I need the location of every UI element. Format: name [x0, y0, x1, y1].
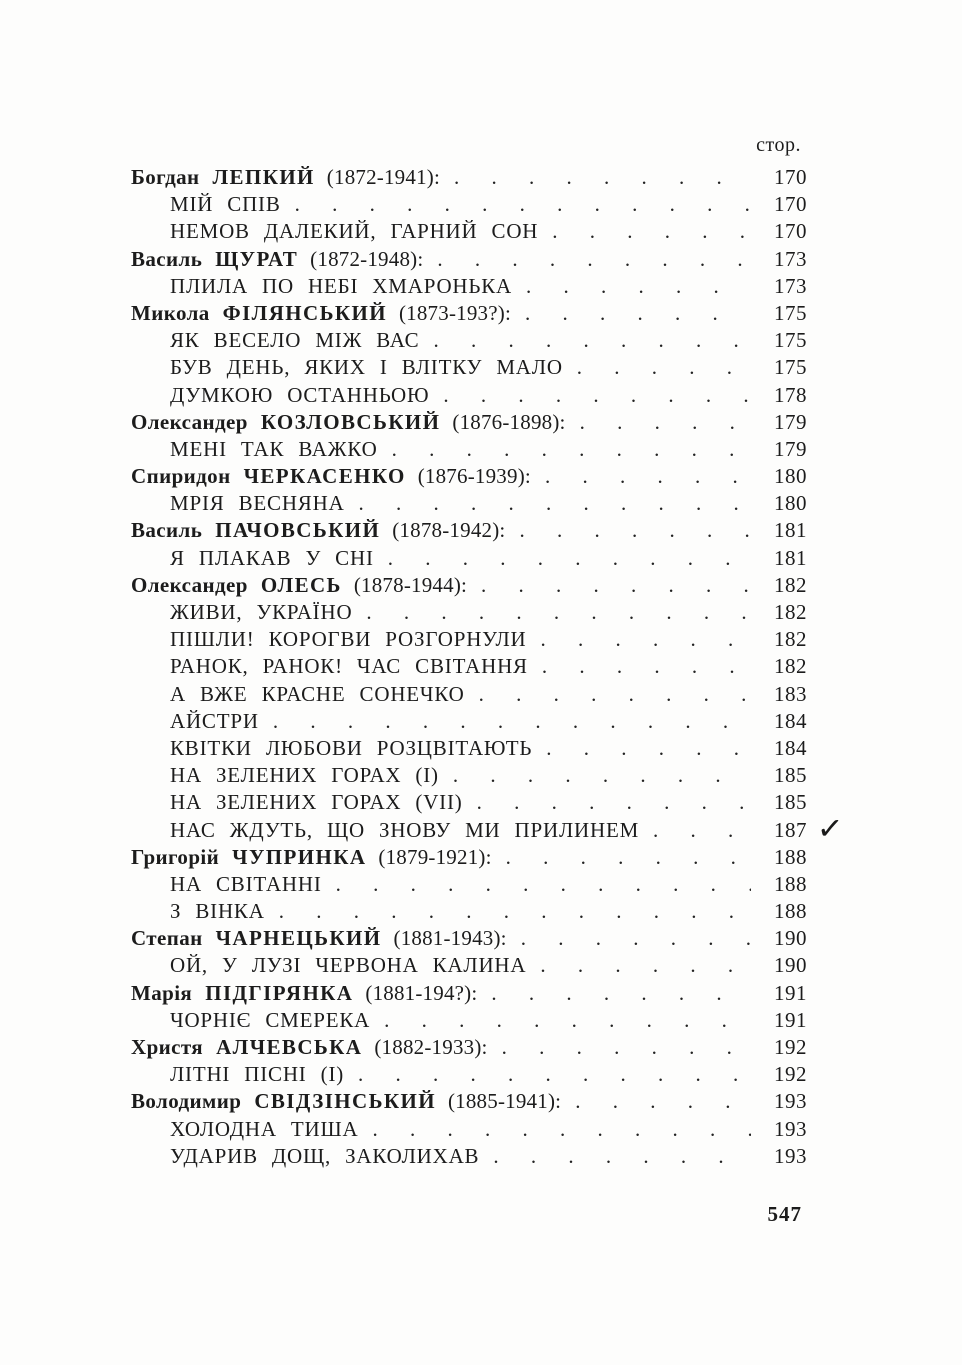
toc-entry: [131, 1117, 807, 1144]
entry-page-number: 170: [774, 219, 807, 244]
author-years: (1885-1941):: [447, 1089, 562, 1114]
toc-entry: [131, 899, 807, 926]
dot-leader: [525, 301, 751, 328]
dot-leader: [519, 518, 751, 545]
dot-leader: [521, 926, 751, 953]
entry-title: [131, 926, 507, 951]
entry-page-number: 182: [774, 654, 807, 679]
entry-title: [170, 818, 639, 843]
author-first-name: Василь: [131, 518, 203, 543]
toc-entry: [131, 709, 807, 736]
author-years: (1881-1943):: [393, 926, 507, 951]
toc-entry: [131, 845, 807, 872]
entry-page-number: 170: [774, 192, 807, 217]
entry-title: [170, 1008, 370, 1033]
work-title: РАНОК, РАНОК! ЧАС СВІТАННЯ: [170, 654, 528, 679]
work-title: ЖИВИ, УКРАЇНО: [170, 600, 353, 624]
entry-title: [170, 491, 345, 516]
author-first-name: Володимир: [131, 1089, 242, 1114]
dot-leader: [542, 654, 751, 681]
checkmark-icon: ✓: [815, 809, 845, 847]
entry-page-number: 173: [774, 246, 807, 271]
work-title: ЧОРНІЄ СМЕРЕКА: [170, 1007, 371, 1032]
toc-entry: [131, 1008, 807, 1035]
work-title: МІЙ СПІВ: [170, 192, 281, 217]
dot-leader: [336, 872, 751, 899]
entry-title: [170, 437, 378, 462]
entry-title: [170, 872, 322, 897]
book-page-number: 547: [767, 1201, 802, 1226]
toc-entry: [131, 1144, 807, 1171]
dot-leader: [481, 573, 751, 600]
dot-leader: [372, 1117, 751, 1144]
entry-title: [170, 219, 538, 244]
entry-title: [170, 328, 419, 353]
dot-leader: [575, 1089, 751, 1116]
toc-entry: [131, 355, 807, 382]
author-years: (1872-1948):: [310, 246, 424, 271]
toc-entry: [131, 1062, 807, 1089]
entry-page-number: 191: [774, 1007, 807, 1032]
entry-page-number: 170: [774, 165, 807, 189]
dot-leader: [388, 546, 751, 573]
toc-entry: [131, 274, 807, 301]
entry-title: [170, 274, 512, 299]
work-title: УДАРИВ ДОЩ, ЗАКОЛИХАВ: [170, 1143, 480, 1168]
dot-leader: [506, 845, 751, 872]
toc-entry: [131, 790, 807, 817]
author-first-name: Марія: [131, 980, 193, 1005]
toc-entry: [131, 872, 807, 899]
toc-entry: [131, 247, 807, 274]
author-first-name: Богдан: [131, 165, 200, 189]
entry-title: [131, 464, 531, 489]
entry-title: [170, 763, 439, 788]
author-surname: АЛЧЕВСЬКА: [216, 1035, 363, 1059]
entry-page-number: 184: [774, 708, 807, 733]
entry-page-number: 179: [774, 436, 807, 461]
work-title: КВІТКИ ЛЮБОВИ РОЗЦВІТАЮТЬ: [170, 735, 533, 760]
entry-title: [170, 546, 374, 571]
author-years: (1876-1898):: [452, 409, 566, 434]
dot-leader: [454, 165, 751, 192]
entry-page-number: 192: [774, 1035, 807, 1059]
toc-entry: [131, 627, 807, 654]
entry-page-number: 181: [774, 518, 807, 543]
dot-leader: [384, 1008, 751, 1035]
entry-page-number: 182: [774, 600, 807, 624]
dot-leader: [493, 1144, 751, 1171]
entry-page-number: 188: [774, 871, 807, 896]
work-title: ЛІТНІ ПІСНІ (I): [170, 1062, 345, 1087]
dot-leader: [392, 437, 751, 464]
entry-title: [131, 1089, 561, 1114]
entry-title: [131, 845, 492, 870]
entry-title: [131, 165, 440, 190]
author-surname: ФІЛЯНСЬКИЙ: [222, 300, 387, 325]
dot-leader: [295, 192, 751, 219]
work-title: БУВ ДЕНЬ, ЯКИХ І ВЛІТКУ МАЛО: [170, 355, 563, 380]
page-column-header: стор.: [756, 134, 801, 156]
toc-entry: [131, 981, 807, 1008]
entry-page-number: 175: [774, 355, 807, 380]
dot-leader: [273, 709, 751, 736]
entry-title: [170, 790, 463, 815]
work-title: НА ЗЕЛЕНИХ ГОРАХ (VII): [170, 790, 463, 815]
dot-leader: [577, 355, 751, 382]
work-title: МЕНІ ТАК ВАЖКО: [170, 436, 378, 461]
dot-leader: [433, 328, 751, 355]
author-surname: ОЛЕСЬ: [260, 572, 342, 597]
author-years: (1878-1942):: [392, 518, 506, 543]
work-title: А ВЖЕ КРАСНЕ СОНЕЧКО: [170, 681, 465, 706]
dot-leader: [546, 736, 751, 763]
dot-leader: [552, 219, 751, 246]
toc-entry: [131, 736, 807, 763]
entry-page-number: 178: [774, 382, 807, 407]
toc-entry: [131, 809, 845, 847]
work-title: ОЙ, У ЛУЗІ ЧЕРВОНА КАЛИНА: [170, 953, 527, 978]
work-title: ДУМКОЮ ОСТАННЬОЮ: [170, 382, 430, 407]
author-first-name: Олександер: [131, 409, 248, 434]
entry-page-number: 188: [774, 844, 807, 869]
dot-leader: [502, 1035, 751, 1062]
author-years: (1882-1933):: [374, 1035, 488, 1059]
entry-title: [170, 1144, 479, 1169]
dot-leader: [540, 953, 751, 980]
dot-leader: [358, 1062, 751, 1089]
entry-title: [170, 654, 528, 679]
work-title: МРІЯ ВЕСНЯНА: [170, 491, 345, 516]
toc-entry: [131, 654, 807, 681]
work-title: ПЛИЛА ПО НЕБІ ХМАРОНЬКА: [170, 273, 513, 298]
entry-page-number: 193: [774, 1143, 807, 1168]
author-surname: ЩУРАТ: [215, 246, 299, 271]
author-first-name: Олександер: [131, 572, 248, 597]
entry-title: [131, 1035, 488, 1060]
work-title: ЯК ВЕСЕЛО МІЖ ВАС: [170, 328, 420, 353]
author-surname: ПІДГІРЯНКА: [205, 980, 354, 1005]
dot-leader: [540, 627, 751, 654]
toc-entry: [131, 383, 807, 410]
author-years: (1876-1939):: [417, 464, 531, 489]
author-surname: ЧЕРКАСЕНКО: [243, 464, 406, 489]
author-surname: ПАЧОВСЬКИЙ: [215, 518, 381, 543]
entry-page-number: 193: [774, 1089, 807, 1114]
author-years: (1878-1944):: [353, 572, 468, 597]
toc-entry: [131, 1035, 807, 1062]
dot-leader: [526, 274, 751, 301]
toc-entry: [131, 165, 807, 192]
entry-title: [131, 301, 511, 326]
author-first-name: Степан: [131, 926, 203, 951]
work-title: ПІШЛИ! КОРОГВИ РОЗГОРНУЛИ: [170, 627, 527, 652]
dot-leader: [453, 763, 751, 790]
toc-entry: [131, 600, 807, 627]
entry-page-number: 185: [774, 763, 807, 788]
entry-page-number: 180: [774, 491, 807, 516]
dot-leader: [366, 600, 751, 627]
entry-title: [170, 600, 352, 625]
entry-title: [170, 1117, 358, 1142]
entry-page-number: 175: [774, 328, 807, 353]
author-years: (1872-1941):: [326, 165, 441, 189]
toc-entry: [131, 219, 807, 246]
author-first-name: Василь: [131, 246, 203, 271]
author-surname: СВІДЗІНСЬКИЙ: [254, 1089, 436, 1114]
entry-title: [170, 627, 526, 652]
entry-page-number: 182: [774, 572, 807, 597]
dot-leader: [443, 383, 751, 410]
entry-page-number: 192: [774, 1062, 807, 1087]
entry-page-number: 187: [774, 817, 807, 842]
entry-page-number: 184: [774, 735, 807, 760]
entry-page-number: 181: [774, 545, 807, 570]
entry-page-number: 183: [774, 681, 807, 706]
entry-page-number: 193: [774, 1116, 807, 1141]
work-title: Я ПЛАКАВ У СНІ: [170, 545, 374, 570]
dot-leader: [477, 790, 751, 817]
toc-entry: [131, 328, 807, 355]
dot-leader: [437, 247, 751, 274]
work-title: НА ЗЕЛЕНИХ ГОРАХ (I): [170, 763, 439, 788]
toc-entry: [131, 953, 807, 980]
toc-entry: [131, 546, 807, 573]
author-surname: ЧУПРИНКА: [232, 844, 367, 869]
entry-page-number: 180: [774, 464, 807, 489]
toc-entry: [131, 682, 807, 709]
toc-list: [131, 165, 845, 1171]
entry-page-number: 188: [774, 899, 807, 924]
toc-entry: [131, 518, 807, 545]
toc-entry: [131, 573, 807, 600]
entry-page-number: 179: [774, 409, 807, 434]
entry-title: [131, 518, 505, 543]
toc-entry: [131, 763, 807, 790]
dot-leader: [359, 491, 751, 518]
entry-page-number: 190: [774, 926, 807, 951]
author-years: (1881-194?):: [365, 980, 478, 1005]
author-surname: КОЗЛОВСЬКИЙ: [260, 409, 441, 434]
work-title: АЙСТРИ: [170, 708, 259, 733]
author-first-name: Христя: [131, 1035, 204, 1059]
dot-leader: [491, 981, 751, 1008]
toc-entry: [131, 491, 807, 518]
dot-leader: [279, 899, 751, 926]
author-first-name: Григорій: [131, 844, 220, 869]
entry-title: [170, 709, 259, 734]
entry-page-number: 175: [774, 300, 807, 325]
dot-leader: [479, 682, 751, 709]
entry-title: [131, 981, 477, 1006]
toc-entry: [131, 464, 807, 491]
entry-page-number: 185: [774, 790, 807, 815]
dot-leader: [545, 464, 751, 491]
entry-title: [170, 192, 281, 217]
entry-title: [170, 1062, 344, 1087]
toc-entry: [131, 410, 807, 437]
author-surname: ЛЕПКИЙ: [212, 165, 315, 189]
entry-title: [170, 953, 526, 978]
entry-title: [170, 383, 429, 408]
toc-entry: [131, 926, 807, 953]
toc-entry: [131, 301, 807, 328]
author-first-name: Микола: [131, 300, 210, 325]
entry-title: [131, 573, 467, 598]
entry-page-number: 173: [774, 273, 807, 298]
entry-title: [170, 682, 465, 707]
entry-title: [170, 355, 563, 380]
author-first-name: Спиридон: [131, 464, 231, 489]
work-title: НЕМОВ ДАЛЕКИЙ, ГАРНИЙ СОН: [170, 219, 539, 244]
author-years: (1879-1921):: [378, 844, 492, 869]
entry-title: [131, 410, 566, 435]
dot-leader: [580, 410, 751, 437]
work-title: ХОЛОДНА ТИША: [170, 1116, 359, 1141]
author-surname: ЧАРНЕЦЬКИЙ: [215, 926, 382, 951]
entry-page-number: 190: [774, 953, 807, 978]
entry-title: [170, 899, 265, 924]
author-years: (1873-193?):: [398, 300, 512, 325]
entry-page-number: 182: [774, 627, 807, 652]
toc-entry: [131, 437, 807, 464]
entry-title: [170, 736, 532, 761]
toc-content: [131, 133, 845, 1227]
work-title: НАС ЖДУТЬ, ЩО ЗНОВУ МИ ПРИЛИНЕМ: [170, 817, 640, 842]
toc-entry: [131, 1089, 807, 1116]
work-title: НА СВІТАННІ: [170, 871, 322, 896]
entry-page-number: 191: [774, 980, 807, 1005]
dot-leader: [653, 818, 751, 845]
entry-title: [131, 247, 423, 272]
toc-entry: [131, 192, 807, 219]
work-title: З ВІНКА: [170, 899, 265, 924]
